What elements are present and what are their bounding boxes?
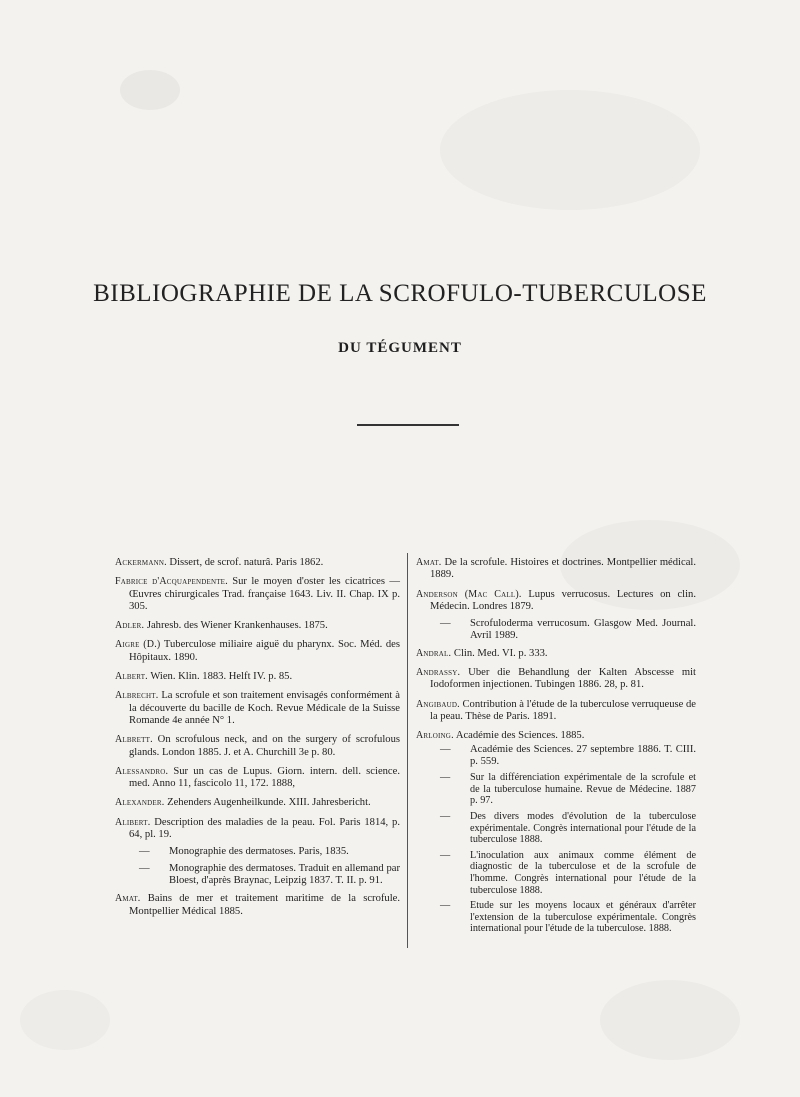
bibliography-subentry: — L'inoculation aux animaux comme élément de diagnostic de la tuberculose et de la scrofule de l'homme. Congrès international pour l'étude de la tuberculose 1888. (440, 849, 696, 896)
title-divider (357, 424, 459, 426)
bibliography-entry: Albrecht. La scrofule et son traitement envisagés conformément à la découverte du bacille de Koch. Revue Médicale de la Suisse Romande 4e année N° 1. (115, 690, 400, 726)
bibliography-subentry: — Monographie des dermatoses. Paris, 1835. (139, 846, 349, 858)
paper-stain (600, 980, 740, 1060)
bibliography-entry: Ackermann. Dissert, de scrof. naturâ. Paris 1862. (115, 557, 324, 568)
bibliography-entry: Alessandro. Sur un cas de Lupus. Giorn. intern. dell. science. med. Anno 11, fascicolo 11, 172. 1888, (115, 765, 400, 790)
page-subtitle: DU TÉGUMENT (338, 340, 462, 356)
bibliography-entry: Fabrice d'Acquapendente. Sur le moyen d'oster les cicatrices — Œuvres chirurgicales Trad. française 1643. Liv. II. Chap. IX p. 305. (115, 576, 400, 612)
bibliography-entry: Aigre (D.) Tuberculose miliaire aiguë du pharynx. Soc. Méd. des Hôpitaux. 1890. (115, 639, 400, 663)
bibliography-entry: Arloing. Académie des Sciences. 1885. (416, 730, 585, 742)
right-column (416, 557, 696, 941)
paper-stain (120, 70, 180, 110)
bibliography-subentry: — Monographie des dermatoses. Traduit en allemand par Bloest, d'après Braynac, Leipzig 1837. T. II. p. 91. (139, 862, 400, 886)
paper-stain (20, 990, 110, 1050)
bibliography-entry: Albert. Wien. Klin. 1883. Helft IV. p. 85. (115, 671, 293, 683)
bibliography-entry: Anderson (Mac Call). Lupus verrucosus. Lectures on clin. Médecin. Londres 1879. (416, 588, 696, 612)
bibliography-subentry: — Académie des Sciences. 27 septembre 1886. T. CIII. p. 559. (440, 743, 696, 767)
bibliography-entry: Andrassy. Uber die Behandlung der Kalten Abscesse mit Iodoformen injectionen. Tubingen 1886. 28, p. 81. (416, 667, 696, 691)
bibliography-entry: Adler. Jahresb. des Wiener Krankenhauses. 1875. (115, 620, 328, 632)
bibliography-entry: Albrett. On scrofulous neck, and on the surgery of scrofulous glands. London 1885. J. et A. Churchill 3e p. 80. (115, 734, 400, 758)
bibliography-entry: Andral. Clin. Med. VI. p. 333. (416, 647, 548, 659)
paper-stain (440, 90, 700, 210)
bibliography-entry: Alibert. Description des maladies de la peau. Fol. Paris 1814, p. 64, pl. 19. (115, 816, 400, 841)
bibliography-entry: Alexander. Zehenders Augenheilkunde. XIII. Jahresbericht. (115, 797, 371, 809)
page-title: BIBLIOGRAPHIE DE LA SCROFULO-TUBERCULOSE (93, 280, 707, 307)
bibliography-subentry: — Scrofuloderma verrucosum. Glasgow Med. Journal. Avril 1989. (440, 618, 696, 642)
left-column (115, 557, 400, 925)
bibliography-subentry: — Etude sur les moyens locaux et généraux d'arrêter l'extension de la tuberculose expérimentale. Congrès international pour l'étude de la tuberculose. 1888. (440, 900, 696, 935)
bibliography-subentry: — Des divers modes d'évolution de la tuberculose expérimentale. Congrès international pour l'étude de la tuberculose 1888. (440, 810, 696, 846)
bibliography-entry: Amat. De la scrofule. Histoires et doctrines. Montpellier médical. 1889. (416, 557, 696, 581)
bibliography-entry: Angibaud. Contribution à l'étude de la tuberculose verruqueuse de la peau. Thèse de Paris. 1891. (416, 698, 696, 722)
bibliography-entry: Amat. Bains de mer et traitement maritime de la scrofule. Montpellier Médical 1885. (115, 893, 400, 917)
column-separator (407, 553, 408, 948)
bibliography-subentry: — Sur la différenciation expérimentale de la scrofule et de la tuberculose humaine. Revue de Médecine. 1887 p. 97. (440, 772, 696, 807)
